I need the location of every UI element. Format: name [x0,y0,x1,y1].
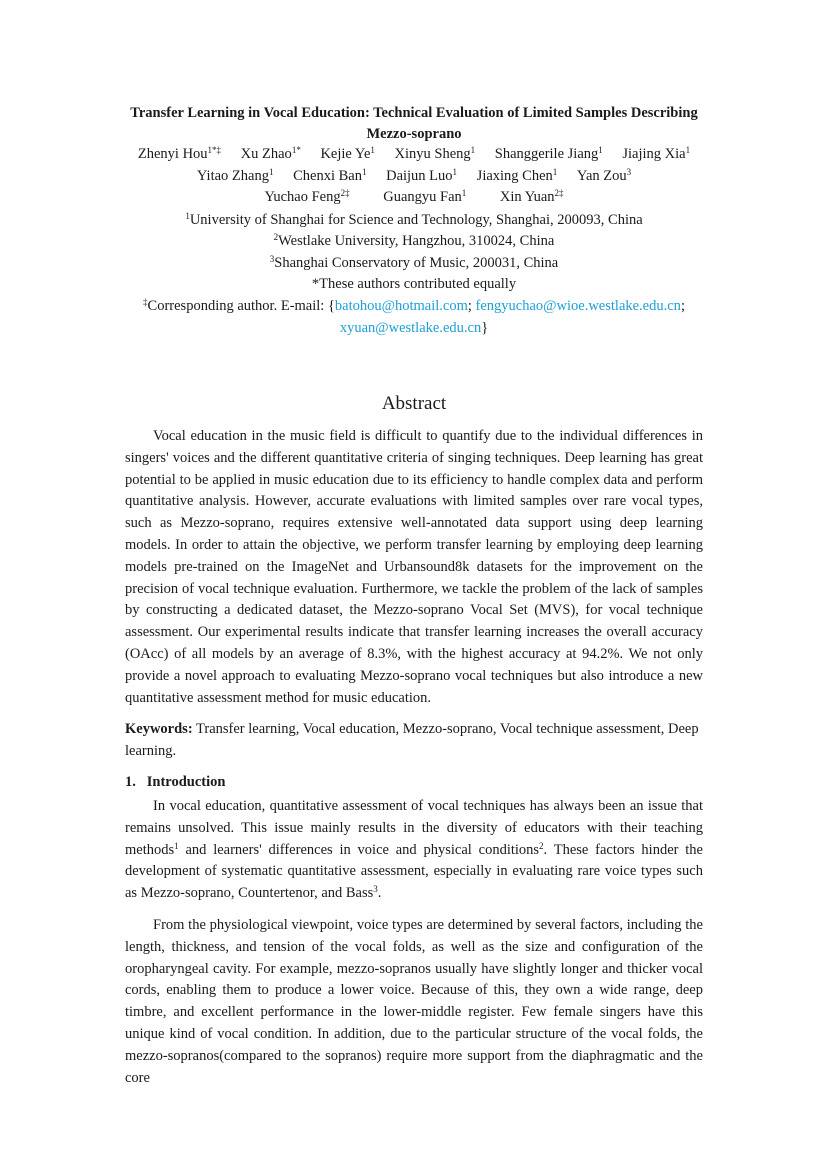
author: Xu Zhao$^{1*}$ [240,145,301,162]
equal-contribution-note: *These authors contributed equally [311,276,517,292]
author: Zhenyi Hou$^{1*\ddagger}$ [137,145,222,162]
author: Daijun Luo$^1$ [386,167,458,184]
keywords [125,719,703,763]
citation: 1 [174,840,179,851]
affiliation-1: $^1$University of Shanghai for Science and Technology, Shanghai, 200093, China [185,211,643,228]
abstract-heading: Abstract [381,393,447,414]
author-line-3 [0,187,828,207]
email-link[interactable]: xyuan@westlake.edu.cn [339,320,482,336]
author: Shanggerile Jiang$^1$ [494,145,603,162]
author: Yitao Zhang$^1$ [196,167,274,184]
paper-title: Transfer Learning in Vocal Education: Technical Evaluation of Limited Samples Describing Mezzo-soprano [130,105,698,142]
author: Xin Yuan$^{2\ddagger}$ [499,188,564,205]
author: Guangyu Fan$^1$ [383,188,467,205]
author: Jiajing Xia$^1$ [622,145,691,162]
author: Chenxi Ban$^1$ [293,167,367,184]
author-line-1 [0,144,828,164]
author: Xinyu Sheng$^1$ [394,145,476,162]
author-line-2 [0,166,828,186]
keywords-list: Transfer learning, Vocal education, Mezzo-soprano, Vocal technique assessment, Deep learning. [125,721,699,759]
intro-paragraph-1: In vocal education, quantitative assessment of vocal techniques has always been an issue that remains unsolved. This issue mainly results in the diversity of educators with their teaching methods$^1$ and learners' differences in voice and physical conditions$^2$. These factors hinder the development of systematic quantitative assessment, especially in evaluating rare voice types such as Mezzo-soprano, Countertenor, and Bass$^3$. [125,798,703,902]
citation: 3 [373,884,378,895]
author: Kejie Ye$^1$ [320,145,375,162]
author: Yuchao Feng$^{2\ddagger}$ [264,188,350,205]
intro-paragraph-2: From the physiological viewpoint, voice types are determined by several factors, including the length, thickness, and tension of the vocal folds, as well as the size and configuration of the oropharyngeal cavity. For example, mezzo-sopranos usually have slightly longer and thicker vocal cords, enabling them to produce a lower voice. Because of this, they own a wide range, deep timbre, and excellent performance in the lower-middle register. Few female singers have this unique kind of vocal condition. In addition, due to the particular structure of the vocal folds, the mezzo-sopranos(compared to the sopranos) require more support from the diaphragmatic and the core [125,917,703,1086]
citation: 2 [539,840,544,851]
corresponding-author-cont: xyuan@westlake.edu.cn} [339,320,489,336]
email-link[interactable]: batohou@hotmail.com [334,298,468,314]
keywords-label: Keywords: [125,721,193,737]
email-link[interactable]: fengyuchao@wioe.westlake.edu.cn [475,298,681,314]
abstract-text: Vocal education in the music field is difficult to quantify due to the individual differences in singers' voices and the different quantitative criteria of singing techniques. Deep learning has great potential to be applied in music education due to its efficiency to handle complex data and perform quantitative analysis. However, accurate evaluations with limited samples over rare vocal types, such as Mezzo-soprano, requires extensive well-annotated data support using deep learning models. In order to attain the objective, we perform transfer learning by employing deep learning models pre-trained on the ImageNet and Urbansound8k datasets for the improvement on the precision of vocal technique evaluation. Furthermore, we tackle the problem of the lack of samples by constructing a dedicated dataset, the Mezzo-soprano Vocal Set (MVS), for vocal technique assessment. Our experimental results indicate that transfer learning increases the overall accuracy (OAcc) of all models by an average of 8.3%, with the highest accuracy at 94.2%. We not only provide a novel approach to evaluating Mezzo-soprano vocal techniques but also introduce a new quantitative assessment method for music education. [125,428,703,706]
section-heading: 1. Introduction [125,774,226,790]
author: Jiaxing Chen$^1$ [476,167,558,184]
corresponding-author: ‡Corresponding author. E-mail: {batohou@hotmail.com; fengyuchao@wioe.westlake.edu.cn; [143,297,685,314]
affiliation-2: $^2$Westlake University, Hangzhou, 310024, China [273,232,555,249]
author: Yan Zou$^3$ [576,167,632,184]
affiliation-3: $^3$Shanghai Conservatory of Music, 200031, China [269,254,559,271]
